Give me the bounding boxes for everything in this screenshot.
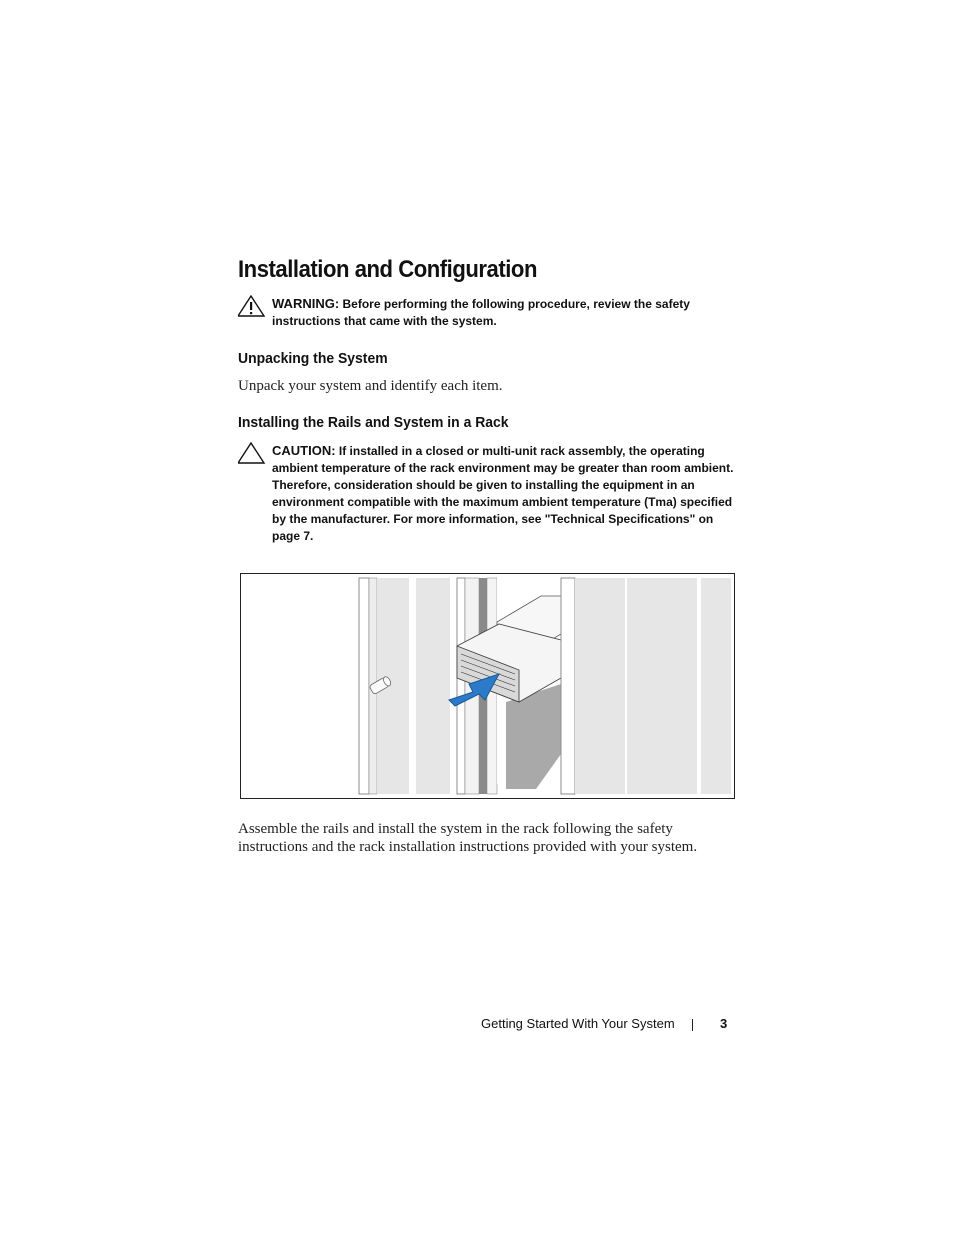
section-title-unpacking: Unpacking the System: [238, 350, 388, 367]
caution-label: CAUTION:: [272, 443, 336, 458]
caution-text: If installed in a closed or multi-unit rack assembly, the operating ambient temperature of the rack environment may be greater than room ambient. Therefore, consideration should be given to installing the equipment in an environment compatible with the maximum ambient temperature (Tma) specified by the manufacturer. For more information, see "Technical Specifications" on page 7.: [272, 444, 734, 543]
warning-triangle-icon: [238, 295, 266, 317]
warning-text: Before performing the following procedure, review the safety instructions that came with the system.: [272, 297, 690, 328]
warning-notice: [238, 295, 738, 335]
rack-illustration: [241, 574, 734, 798]
rails-body: Assemble the rails and install the system in the rack following the safety instructions and the rack installation instructions provided with your system.: [238, 821, 698, 855]
warning-label: WARNING:: [272, 296, 340, 311]
caution-triangle-icon: [238, 442, 266, 464]
rack-installation-figure: [240, 573, 735, 799]
unpacking-body: Unpack your system and identify each item.: [238, 378, 503, 394]
page-footer: [0, 1016, 954, 1036]
caution-notice: [238, 442, 738, 552]
page-title: Installation and Configuration: [238, 256, 537, 283]
footer-separator: [692, 1019, 693, 1031]
footer-title: Getting Started With Your System: [481, 1016, 675, 1031]
page-number: 3: [720, 1016, 728, 1031]
section-title-rails: Installing the Rails and System in a Rack: [238, 414, 509, 431]
